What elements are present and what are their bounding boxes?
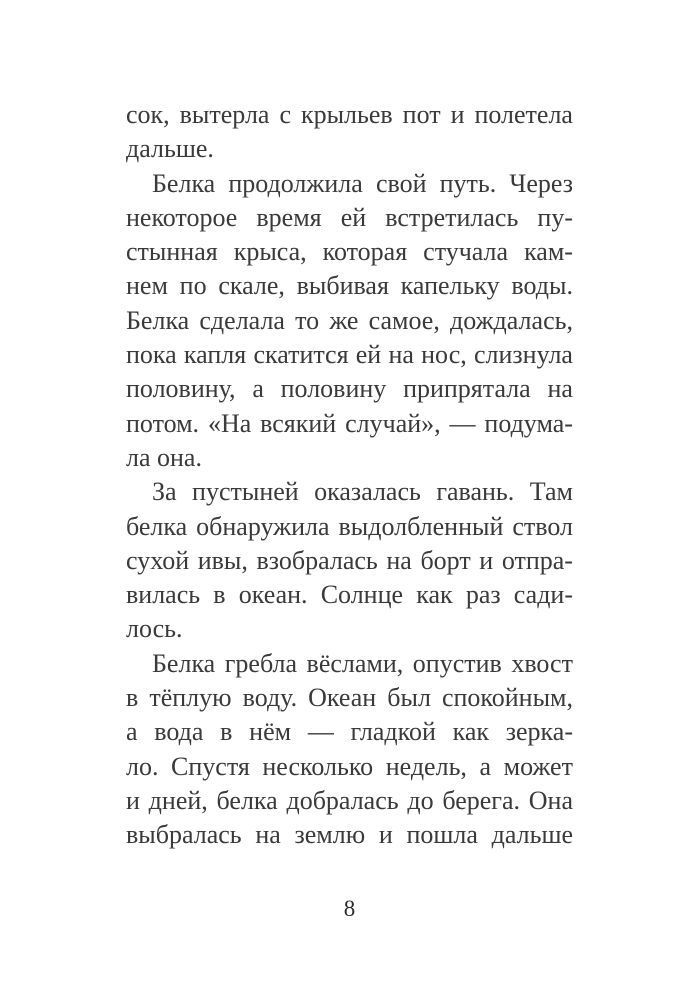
word: до <box>407 785 434 815</box>
word: обнаружила <box>196 511 330 541</box>
word: самое, <box>368 305 440 335</box>
text-line <box>126 681 573 715</box>
word: вилась <box>126 580 201 610</box>
text-line <box>126 304 573 338</box>
word: нос, <box>421 340 467 370</box>
word: вытерла <box>179 100 270 129</box>
word: недель, <box>385 751 467 781</box>
word: За <box>152 477 177 507</box>
word: припрятала <box>403 374 531 404</box>
word: выбивая <box>296 271 389 301</box>
word: сок, <box>126 100 170 129</box>
word: дождалась, <box>450 305 573 335</box>
word: и <box>126 785 140 815</box>
word: добралась <box>286 785 399 815</box>
word: Солнце <box>320 580 404 610</box>
word: и <box>450 100 465 129</box>
word: кам- <box>524 237 573 267</box>
text-line <box>126 201 573 235</box>
word: сади- <box>513 580 573 610</box>
word: с <box>279 100 291 129</box>
word: в <box>213 580 226 610</box>
text-line: лось. <box>126 614 183 644</box>
word: дней, <box>148 785 208 815</box>
word: а <box>479 751 492 781</box>
word: оказалась <box>314 477 421 507</box>
word: которая <box>322 237 408 267</box>
word: всякий <box>260 408 337 438</box>
word: подума- <box>484 408 573 438</box>
word: Океан <box>308 683 377 713</box>
word: Белка <box>152 648 216 678</box>
text-line <box>126 269 573 303</box>
text-line <box>126 784 573 818</box>
word: скатится <box>253 340 349 370</box>
word: ствол <box>512 511 573 541</box>
word: ей <box>340 202 367 232</box>
word: сделала <box>199 305 285 335</box>
word: на <box>255 820 281 850</box>
word: пот <box>402 100 441 129</box>
word: а <box>252 374 264 404</box>
word: воду. <box>242 683 298 713</box>
page-text <box>126 98 573 853</box>
text-line <box>126 167 573 201</box>
text-line <box>126 818 573 852</box>
word: то <box>295 305 320 335</box>
word: гребла <box>224 648 298 678</box>
word: пустыней <box>192 477 299 507</box>
word: стынная <box>126 237 218 267</box>
word: на <box>386 545 412 575</box>
word: по <box>179 271 207 301</box>
word: борт <box>420 545 471 575</box>
word: Спустя <box>171 751 250 781</box>
word: на <box>547 374 573 404</box>
word: тёплую <box>149 683 232 713</box>
word: путь. <box>439 168 497 198</box>
word: как <box>452 717 490 747</box>
text-line <box>126 510 573 544</box>
word: Через <box>509 168 573 198</box>
word: свой <box>375 168 427 198</box>
word: продолжила <box>228 168 363 198</box>
word: в <box>220 717 233 747</box>
word: воды. <box>511 271 573 301</box>
word: зерка- <box>505 717 573 747</box>
word: капельку <box>400 271 500 301</box>
word: встретилась <box>385 202 519 232</box>
word: гавань. <box>436 477 515 507</box>
word: ивы, <box>197 545 248 575</box>
word: — <box>307 717 334 747</box>
word: ей <box>355 340 382 370</box>
page-number: 8 <box>343 896 356 921</box>
word: половину, <box>126 374 236 404</box>
word: нём <box>249 717 292 747</box>
word: выбралась <box>126 820 242 850</box>
word: землю <box>294 820 366 850</box>
text-line <box>126 235 573 269</box>
word: капля <box>183 340 247 370</box>
text-line: ла она. <box>126 442 202 472</box>
word: потом. <box>126 408 200 438</box>
word: хвост <box>511 648 573 678</box>
text-line: дальше. <box>126 134 214 164</box>
word: раз <box>465 580 501 610</box>
word: гладкой <box>350 717 436 747</box>
text-line <box>126 407 573 441</box>
text-line <box>126 578 573 612</box>
word: Белка <box>126 305 190 335</box>
word: вёслами, <box>306 648 404 678</box>
word: может <box>503 751 573 781</box>
word: крыса, <box>233 237 307 267</box>
word: время <box>256 202 322 232</box>
word: отпра- <box>501 545 573 575</box>
word: крыльев <box>300 100 393 129</box>
word: пока <box>126 340 177 370</box>
word: спокойным, <box>441 683 573 713</box>
text-line <box>126 544 573 578</box>
word: половину <box>280 374 387 404</box>
text-line <box>126 372 573 406</box>
word: опустив <box>412 648 502 678</box>
word: слизнула <box>473 340 573 370</box>
word: — <box>449 408 476 438</box>
word: нем <box>126 271 168 301</box>
word: пу- <box>537 202 573 232</box>
word: вода <box>154 717 204 747</box>
word: случай», <box>345 408 441 438</box>
word: Там <box>529 477 573 507</box>
text-line <box>126 647 573 681</box>
word: дальше <box>491 820 573 850</box>
text-line <box>126 475 573 509</box>
text-line <box>126 98 573 132</box>
word: «На <box>207 408 252 438</box>
text-line <box>126 715 573 749</box>
word: как <box>416 580 453 610</box>
word: берега. <box>442 785 521 815</box>
word: ло. <box>126 751 159 781</box>
word: а <box>126 717 138 747</box>
word: несколько <box>262 751 374 781</box>
word: и <box>479 545 494 575</box>
word: на <box>388 340 414 370</box>
word: сухой <box>126 545 190 575</box>
word: пошла <box>406 820 478 850</box>
word: был <box>387 683 431 713</box>
word: Она <box>528 785 573 815</box>
word: полетела <box>474 100 573 129</box>
word: Белка <box>152 168 216 198</box>
word: белка <box>126 511 188 541</box>
word: же <box>329 305 359 335</box>
word: и <box>378 820 393 850</box>
word: белка <box>216 785 278 815</box>
word: скале, <box>218 271 285 301</box>
text-line <box>126 338 573 372</box>
word: выдолбленный <box>338 511 504 541</box>
word: стучала <box>423 237 509 267</box>
word: взобралась <box>256 545 378 575</box>
text-line <box>126 750 573 784</box>
word: некоторое <box>126 202 238 232</box>
word: в <box>126 683 139 713</box>
word: океан. <box>238 580 308 610</box>
